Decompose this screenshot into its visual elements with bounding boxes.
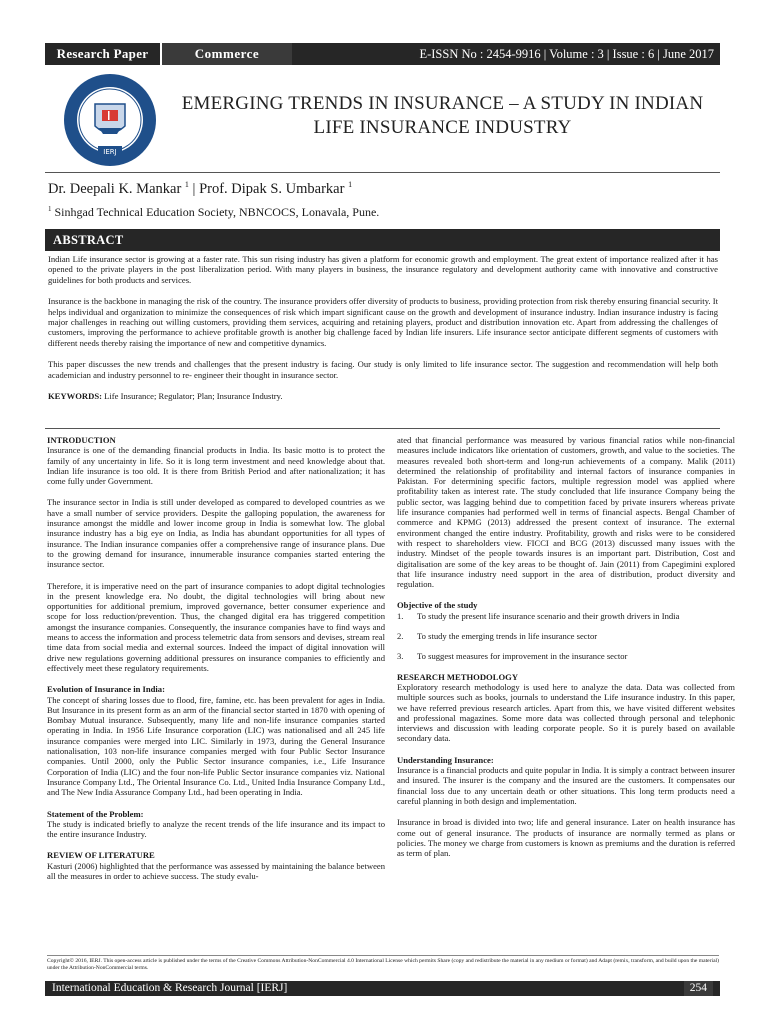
objectives-list <box>397 611 735 662</box>
section-heading-evolution: Evolution of Insurance in India: <box>47 684 165 695</box>
section-heading-objective: Objective of the study <box>397 600 478 611</box>
author-2: Prof. Dipak S. Umbarkar <box>199 180 345 197</box>
affiliation-text: Sinhgad Technical Education Society, NBNCOCS, Lonavala, Pune. <box>54 205 380 219</box>
affiliation <box>48 205 379 220</box>
authors-line <box>48 180 352 198</box>
paper-title <box>160 92 725 140</box>
left-column <box>47 435 385 892</box>
abstract-paragraph-3: This paper discusses the new trends and challenges that the present industry is facing. Our study is only limited to life insurance sector. The suggestion and recommendation will help both academician and industry personnel to re- engineer their thought in insurance sector. <box>48 359 718 380</box>
review-paragraph: Kasturi (2006) highlighted that the performance was assessed by maintaining the balance between all the measures in order to achieve success. The study evalu- <box>47 860 385 881</box>
abstract-heading: ABSTRACT <box>45 229 720 251</box>
section-heading-problem: Statement of the Problem: <box>47 808 144 819</box>
author-separator: | <box>188 180 200 197</box>
objective-item: 2. To study the emerging trends in life insurance sector <box>397 631 598 642</box>
journal-footer-bar <box>45 981 720 996</box>
keywords-list: Life Insurance; Regulator; Plan; Insurance Industry. <box>101 391 283 402</box>
abstract-paragraph-2: Insurance is the backbone in managing the risk of the country. The insurance providers offer diversity of products to business, providing protection from risk thereby ensuring financial security. It helps individual and organization to minimize the consequences of risk which impart significant cause on the growth and development of insurance industry. Indian insurance industry is facing major challenges in reaching out willing customers, providing them services, acquiring and retaining players, product and distribution innovation etc. Apart from addressing the challenges of customers, improving the performance to achieve profitable growth is another big challenge faced by Indian life insurers. Life insurance sector anticipate different segments of customers with different needs thereby raising the importance of new and competitive dynamics. <box>48 296 718 348</box>
paper-type-label: Research Paper <box>45 43 162 65</box>
understanding-paragraph-2: Insurance in broad is divided into two; life and general insurance. Later on health insurance has come out of general insurance. The products of insurance are normally termed as plans or policies. The money we charge from customers is known as premiums and the duration is referred as term of plan. <box>397 817 735 859</box>
section-heading-understanding: Understanding Insurance: <box>397 754 494 765</box>
journal-header-bar <box>45 43 720 65</box>
abstract-paragraph-1: Indian Life insurance sector is growing at a faster rate. This sun rising industry has given a platform for economic growth and employment. The great extent of importance realized after it has opened to the private players in the post liberalization period. With many players in business, the insurance regulatory and development authority came with innovative and constructive guidelines for both products and services. <box>48 254 718 285</box>
copyright-footnote: Copyright© 2016, IERJ. This open-access article is published under the terms of the Creative Commons Attribution-NonCommercial 4.0 International License which permits Share (copy and redistribute the material in any medium or format) and Adapt (remix, transform, and build upon the material) under the Attribution-NonCommercial terms. <box>47 955 719 972</box>
page-number: 254 <box>684 981 713 996</box>
section-heading-introduction: INTRODUCTION <box>47 435 116 445</box>
footer-journal-name: International Education & Research Journal [IERJ] <box>52 982 288 994</box>
seal-abbr: IERJ <box>103 148 117 156</box>
section-heading-methodology: RESEARCH METHODOLOGY <box>397 671 519 682</box>
intro-paragraph-3: Therefore, it is imperative need on the part of insurance companies to adopt digital technologies in the present knowledge era. No doubt, the digital technologies will bring about new opportunities for additional premium, improved governance, better consumer experience and scope for loss reduction/prevention. Thus, the changed digital era has triggered competition amongst the insurance companies. Consequently, the insurance companies have to find ways and means to access the information and process telemetric data from sensors and devises, stream real time data from social media and external sources. Indeed the impact of digital innovation will drive new regulations governing additional pressures on insurance companies to efficiently and effectively meet these regulatory requirements. <box>47 580 385 673</box>
methodology-paragraph: Exploratory research methodology is used here to analyze the data. Data was collected from multiple sources such as books, journals to understand the Life insurance industry. In this paper, we have referred previous research articles. Apart from this, we have visited different websites and professional magazines. Some more data was collected through personal and telephonic interviews and discussion with leading corporate people. So it is purely based on available secondary data. <box>397 681 735 744</box>
author-1-affil-mark: 1 <box>184 180 189 189</box>
understanding-paragraph-1: Insurance is a financial products and quite popular in India. It is simply a contract between insurer and insured. The insurer is the company and the insured are the customers. It compensates our financial loss due to any uncertain death or other situations. This long term products need a careful planning in both design and implementation. <box>397 765 735 806</box>
seal-icon <box>55 70 165 170</box>
section-heading-review: REVIEW OF LITERATURE <box>47 850 155 861</box>
review-continued-paragraph: ated that financial performance was measured by various financial ratios while non-financial measures include indicators like orientation of customers, growth, and value to the societies. The measures revealed both short-term and long-run achievements of a company. Malik (2011) determined the relationship of profitability and internal factors of insurance companies in Pakistan. For determining specific factors, multiple regression model was applied where profitability taken as interest rate. The study concluded that life insurance Company being the public sector, was lagging behind due to competition faced by private insurers whereas private life insurance companies had performed well in terms of financial aspects. Bengal Chamber of commerce and KPMG (2013) addressed the present context of insurance. The external environment changed the entire industry. Profitability, growth and risks were to be considered with respect to shareholders view. FICCI and BCG (2013) discussed many issues with the industry. Mindset of the people towards insures is an important part. Distribution, Cost and digitalisation are some of the key areas to be thought of. Jain (2011) from Capegimini explored that life insurance industry need support in the area of distribution, product diversity and regulation. <box>397 435 735 590</box>
right-column <box>397 435 735 869</box>
problem-paragraph: The study is indicated briefly to analyze the recent trends of the life insurance and its impact to the entire insurance Industry. <box>47 818 385 840</box>
abstract-body <box>48 254 718 412</box>
keywords-label: KEYWORDS: <box>48 391 102 402</box>
author-1: Dr. Deepali K. Mankar <box>48 180 182 197</box>
objective-item: 3. To suggest measures for improvement in the insurance sector <box>397 651 628 662</box>
author-2-affil-mark: 1 <box>348 180 353 189</box>
intro-paragraph-2: The insurance sector in India is still under developed as compared to developed countries as we have a small number of service providers. Despite the galloping population, the awareness for insurance amongst the middle and lower income group in India is somewhat low. The global insurance industry has a big eye on India, as India has abundant opportunities for all types of insurance. The Indian insurance companies offer a comprehensive range of insurance plans. Due to the growing demand for insurance, innumerable insurance companies started entering the insurance sector. <box>47 497 385 570</box>
evolution-paragraph: The concept of sharing losses due to flood, fire, famine, etc. has been prevalent for ages in India. But Insurance in its present form as an arm of the financial sector started in 1870 with opening of Bombay Mutual insurance. Subsequently, many life and non-life insurance companies started operating in India. In 1956 Life Insurance corporation (LIC) was nationalised and all 245 life insurance companies were merged into LIC. Similarly in 1973, during the General Insurance nationalisation, 103 non-life insurance companies merged with four Public Sector Insurance companies. Until 2000, only the Public Sector insurance companies, i.e., Life Insurance Corporation of India (LIC) and the four non-life Public Sector insurance companies viz. National Insurance Company Ltd., The Oriental Insurance Co. Ltd., United India Insurance Company Ltd., and The New India Assurance Company Ltd., had been operating in India. <box>47 694 385 798</box>
affiliation-mark: 1 <box>48 205 52 213</box>
title-line-1: EMERGING TRENDS IN INSURANCE – A STUDY IN INDIAN <box>181 93 704 114</box>
title-rule <box>45 172 720 173</box>
category-label: Commerce <box>162 43 292 65</box>
keywords <box>48 391 718 401</box>
issn-line: E-ISSN No : 2454-9916 | Volume : 3 | Issue : 6 | June 2017 <box>419 46 714 61</box>
abstract-rule <box>45 428 720 429</box>
intro-paragraph-1: Insurance is one of the demanding financial products in India. Its basic motto is to protect the family of any uncertainty in life. So it is long term investment and need knowledge about that. Indian life insurance is too old. It is there from British Period and after nationalization; it has come fully under Government. <box>47 445 385 487</box>
title-line-2: LIFE INSURANCE INDUSTRY <box>313 117 572 138</box>
objective-item: 1. To study the present life insurance scenario and their growth drivers in India <box>397 610 680 621</box>
journal-seal-logo <box>55 70 165 170</box>
